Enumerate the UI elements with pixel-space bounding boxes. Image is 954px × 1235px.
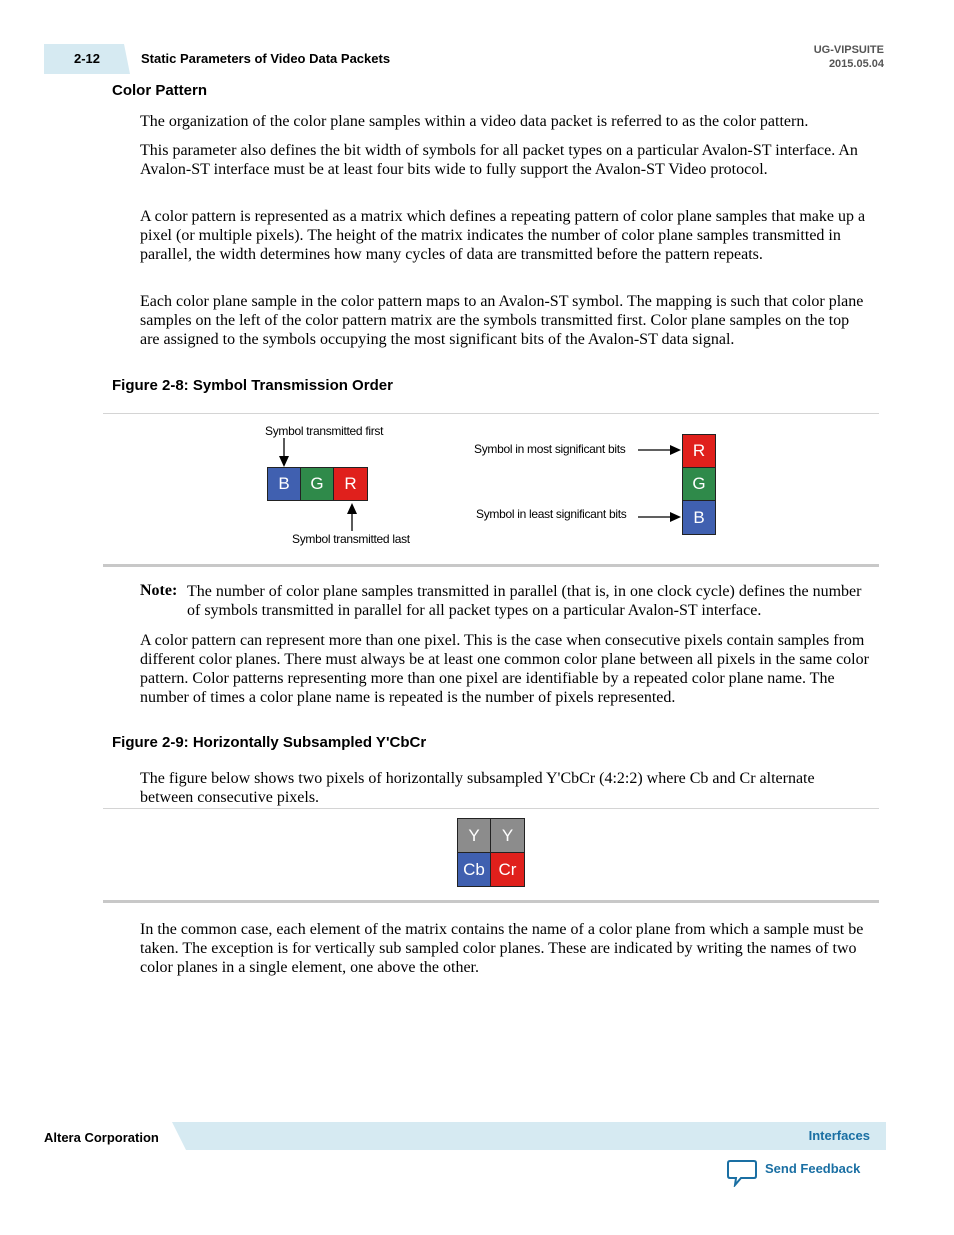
doc-date: 2015.05.04 — [828, 58, 884, 70]
paragraph-4: Each color plane sample in the color pattern maps to an Avalon-ST symbol. The mapping is such that color plane samples on the left of the color pattern matrix are the symbols transmitted first. Color plane samples on the top are assigned to the symbols occupying the most significant bits of the Avalon-ST data signal. — [140, 293, 864, 348]
cell-green: G — [300, 467, 334, 501]
footer-section-link[interactable]: Interfaces — [808, 1128, 870, 1143]
paragraph-3: A color pattern is represented as a matrix which defines a repeating pattern of color plane samples that make up a pixel (or multiple pixels). The height of the matrix indicates the number of color plane samples transmitted in parallel, the width determines how many cycles of data are transmitted before the pattern repeats. — [140, 208, 866, 263]
cell-blue: B — [267, 467, 301, 501]
send-feedback-link[interactable]: Send Feedback — [765, 1161, 861, 1176]
label-msb: Symbol in most significant bits — [474, 442, 626, 456]
arrow-last-head — [347, 503, 357, 514]
figure-9-bottom-rule — [103, 900, 879, 903]
paragraph-2: This parameter also defines the bit width of symbols for all packet types on a particular Avalon-ST interface. An Avalon-ST interface must be at least four bits wide to fully support the Avalon-ST Video protocol. — [140, 142, 858, 178]
arrow-msb-head — [670, 445, 681, 455]
paragraph-after-note: A color pattern can represent more than one pixel. This is the case when consecutive pixels contain samples from different color planes. There must always be at least one common color plane between all pixels in the same color pattern. Color patterns representing more than one pixel are identifiable by a repeated color plane name. The number of times a color plane name is repeated is the number of pixels represented. — [140, 632, 869, 706]
arrow-lsb-head — [670, 512, 681, 522]
footer-company: Altera Corporation — [44, 1130, 159, 1145]
figure-8 — [103, 414, 879, 564]
doc-info — [814, 43, 884, 71]
cell-mid-green: G — [682, 467, 716, 501]
section-heading: Color Pattern — [112, 82, 208, 99]
figure-9-description: The figure below shows two pixels of horizontally subsampled Y'CbCr (4:2:2) where Cb and Cr alternate between consecutive pixels. — [140, 770, 815, 806]
label-lsb: Symbol in least significant bits — [476, 507, 627, 521]
figure-9-caption: Figure 2-9: Horizontally Subsampled Y'CbCr — [112, 734, 427, 751]
cell-y-left: Y — [457, 818, 491, 853]
cell-lsb-blue: B — [682, 500, 716, 535]
footer-band — [172, 1122, 886, 1150]
figure-8-arrows — [103, 414, 879, 564]
running-header-title: Static Parameters of Video Data Packets — [141, 51, 391, 66]
figure-8-bottom-rule — [103, 564, 879, 567]
label-transmitted-last: Symbol transmitted last — [292, 532, 410, 546]
arrow-first-head — [279, 456, 289, 467]
cell-red: R — [333, 467, 368, 501]
note-label: Note: — [140, 582, 178, 599]
cell-msb-red: R — [682, 434, 716, 468]
paragraph-1: The organization of the color plane samples within a video data packet is referred to as the color pattern. — [140, 113, 809, 130]
note-text: The number of color plane samples transmitted in parallel (that is, in one clock cycle) defines the number of symbols transmitted in parallel for all packet types on a particular Avalon-ST interface. — [187, 583, 862, 619]
feedback-icon[interactable] — [727, 1159, 757, 1187]
final-paragraph: In the common case, each element of the matrix contains the name of a color plane from which a sample must be taken. The exception is for vertically sub sampled color planes. These are indicated by writing the names of two color planes in a single element, one above the other. — [140, 921, 864, 976]
figure-8-caption: Figure 2-8: Symbol Transmission Order — [112, 377, 393, 394]
cell-cr: Cr — [490, 852, 525, 887]
doc-id: UG-VIPSUITE — [813, 44, 884, 56]
cell-cb: Cb — [457, 852, 491, 887]
page-number: 2-12 — [73, 51, 101, 66]
figure-9-top-rule — [103, 808, 879, 809]
cell-y-right: Y — [490, 818, 525, 853]
label-transmitted-first: Symbol transmitted first — [265, 424, 384, 438]
